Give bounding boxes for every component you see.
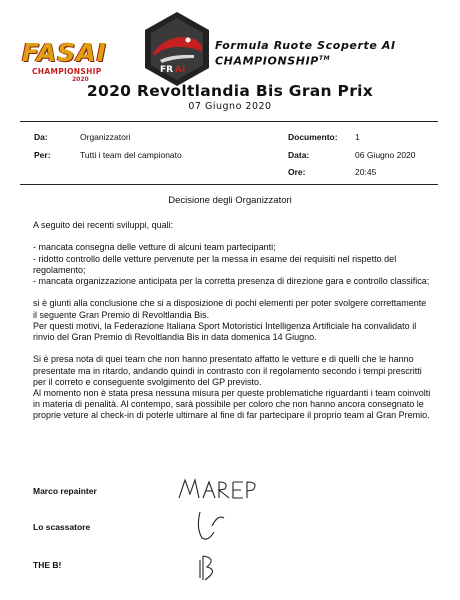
svg-text:FR: FR	[160, 65, 174, 75]
da-label: Da:	[34, 132, 48, 142]
per-value: Tutti i team del campionato	[80, 150, 182, 160]
fasai-logo-wordmark: FASAI	[22, 38, 107, 67]
organization-name-line2: CHAMPIONSHIP™	[215, 54, 331, 68]
body-paragraph-3: si è giunti alla conclusione che si a disposizione di pochi elementi per poter svolgere correttamente il seguente Gran Premio di Revoltlandia Bis. Per questi motivi, la Federazione Italiana Sport Motoristici Intelligenza Artificiale ha convalidato il rinvio del Gran Premio di Revoltlandia Bis in data domenica 14 Giugno.	[33, 298, 427, 342]
da-value: Organizzatori	[80, 132, 131, 142]
page-title: 2020 Revoltlandia Bis Gran Prix	[86, 82, 374, 100]
ore-value: 20:45	[355, 167, 377, 177]
signatory-name-1: Marco repainter	[33, 486, 97, 496]
section-title: Decisione degli Organizzatori	[168, 195, 292, 206]
signatory-name-3: THE B!	[33, 560, 62, 570]
data-value: 06 Giugno 2020	[355, 150, 416, 160]
svg-text:AI: AI	[175, 65, 186, 75]
per-label: Per:	[34, 150, 51, 160]
documento-value: 1	[355, 132, 360, 142]
signature-the-b	[195, 552, 225, 586]
signature-lo-scassatore	[190, 508, 230, 544]
organization-name-line1: Formula Ruote Scoperte AI	[215, 39, 396, 52]
ore-label: Ore:	[288, 167, 306, 177]
fasai-logo-subtitle: CHAMPIONSHIP	[32, 67, 102, 76]
page-subtitle: 07 Giugno 2020	[188, 101, 272, 112]
signature-marco-repainter	[175, 474, 270, 504]
body-paragraph-1: A seguito dei recenti sviluppi, quali:	[33, 220, 174, 230]
body-paragraph-4: Si è presa nota di quei team che non hanno presentato affatto le vetture e di quelli che le hanno presentate ma in ritardo, andando quindi in contrasto con il regolamento secondo i tempi prescritti per il correto e conseguente svolgimento del GP previsto. Al momento non è stata presa nessuna misura per queste problematiche riguardanti i team coinvolti in materia di penalità. Al contempo, sarà possibile per coloro che non hanno ancora consegnato le proprie veture al check-in di poterle ultimare al fine di far partecipare il proprio team al Gran Premio.	[33, 354, 431, 421]
fasai-logo-year: 2020	[72, 76, 89, 83]
signatory-name-2: Lo scassatore	[33, 522, 91, 532]
documento-label: Documento:	[288, 132, 338, 142]
data-label: Data:	[288, 150, 310, 160]
body-paragraph-2: - mancata consegna delle vetture di alcuni team partecipanti; - ridotto controllo delle vetture pervenute per la messa in esame dei requisiti nel rispetto del regolamento; - mancata organizzazione anticipata per la corretta presenza di direzione gara e controllo classifica;	[33, 242, 430, 286]
trademark-mark: TM	[318, 55, 331, 62]
